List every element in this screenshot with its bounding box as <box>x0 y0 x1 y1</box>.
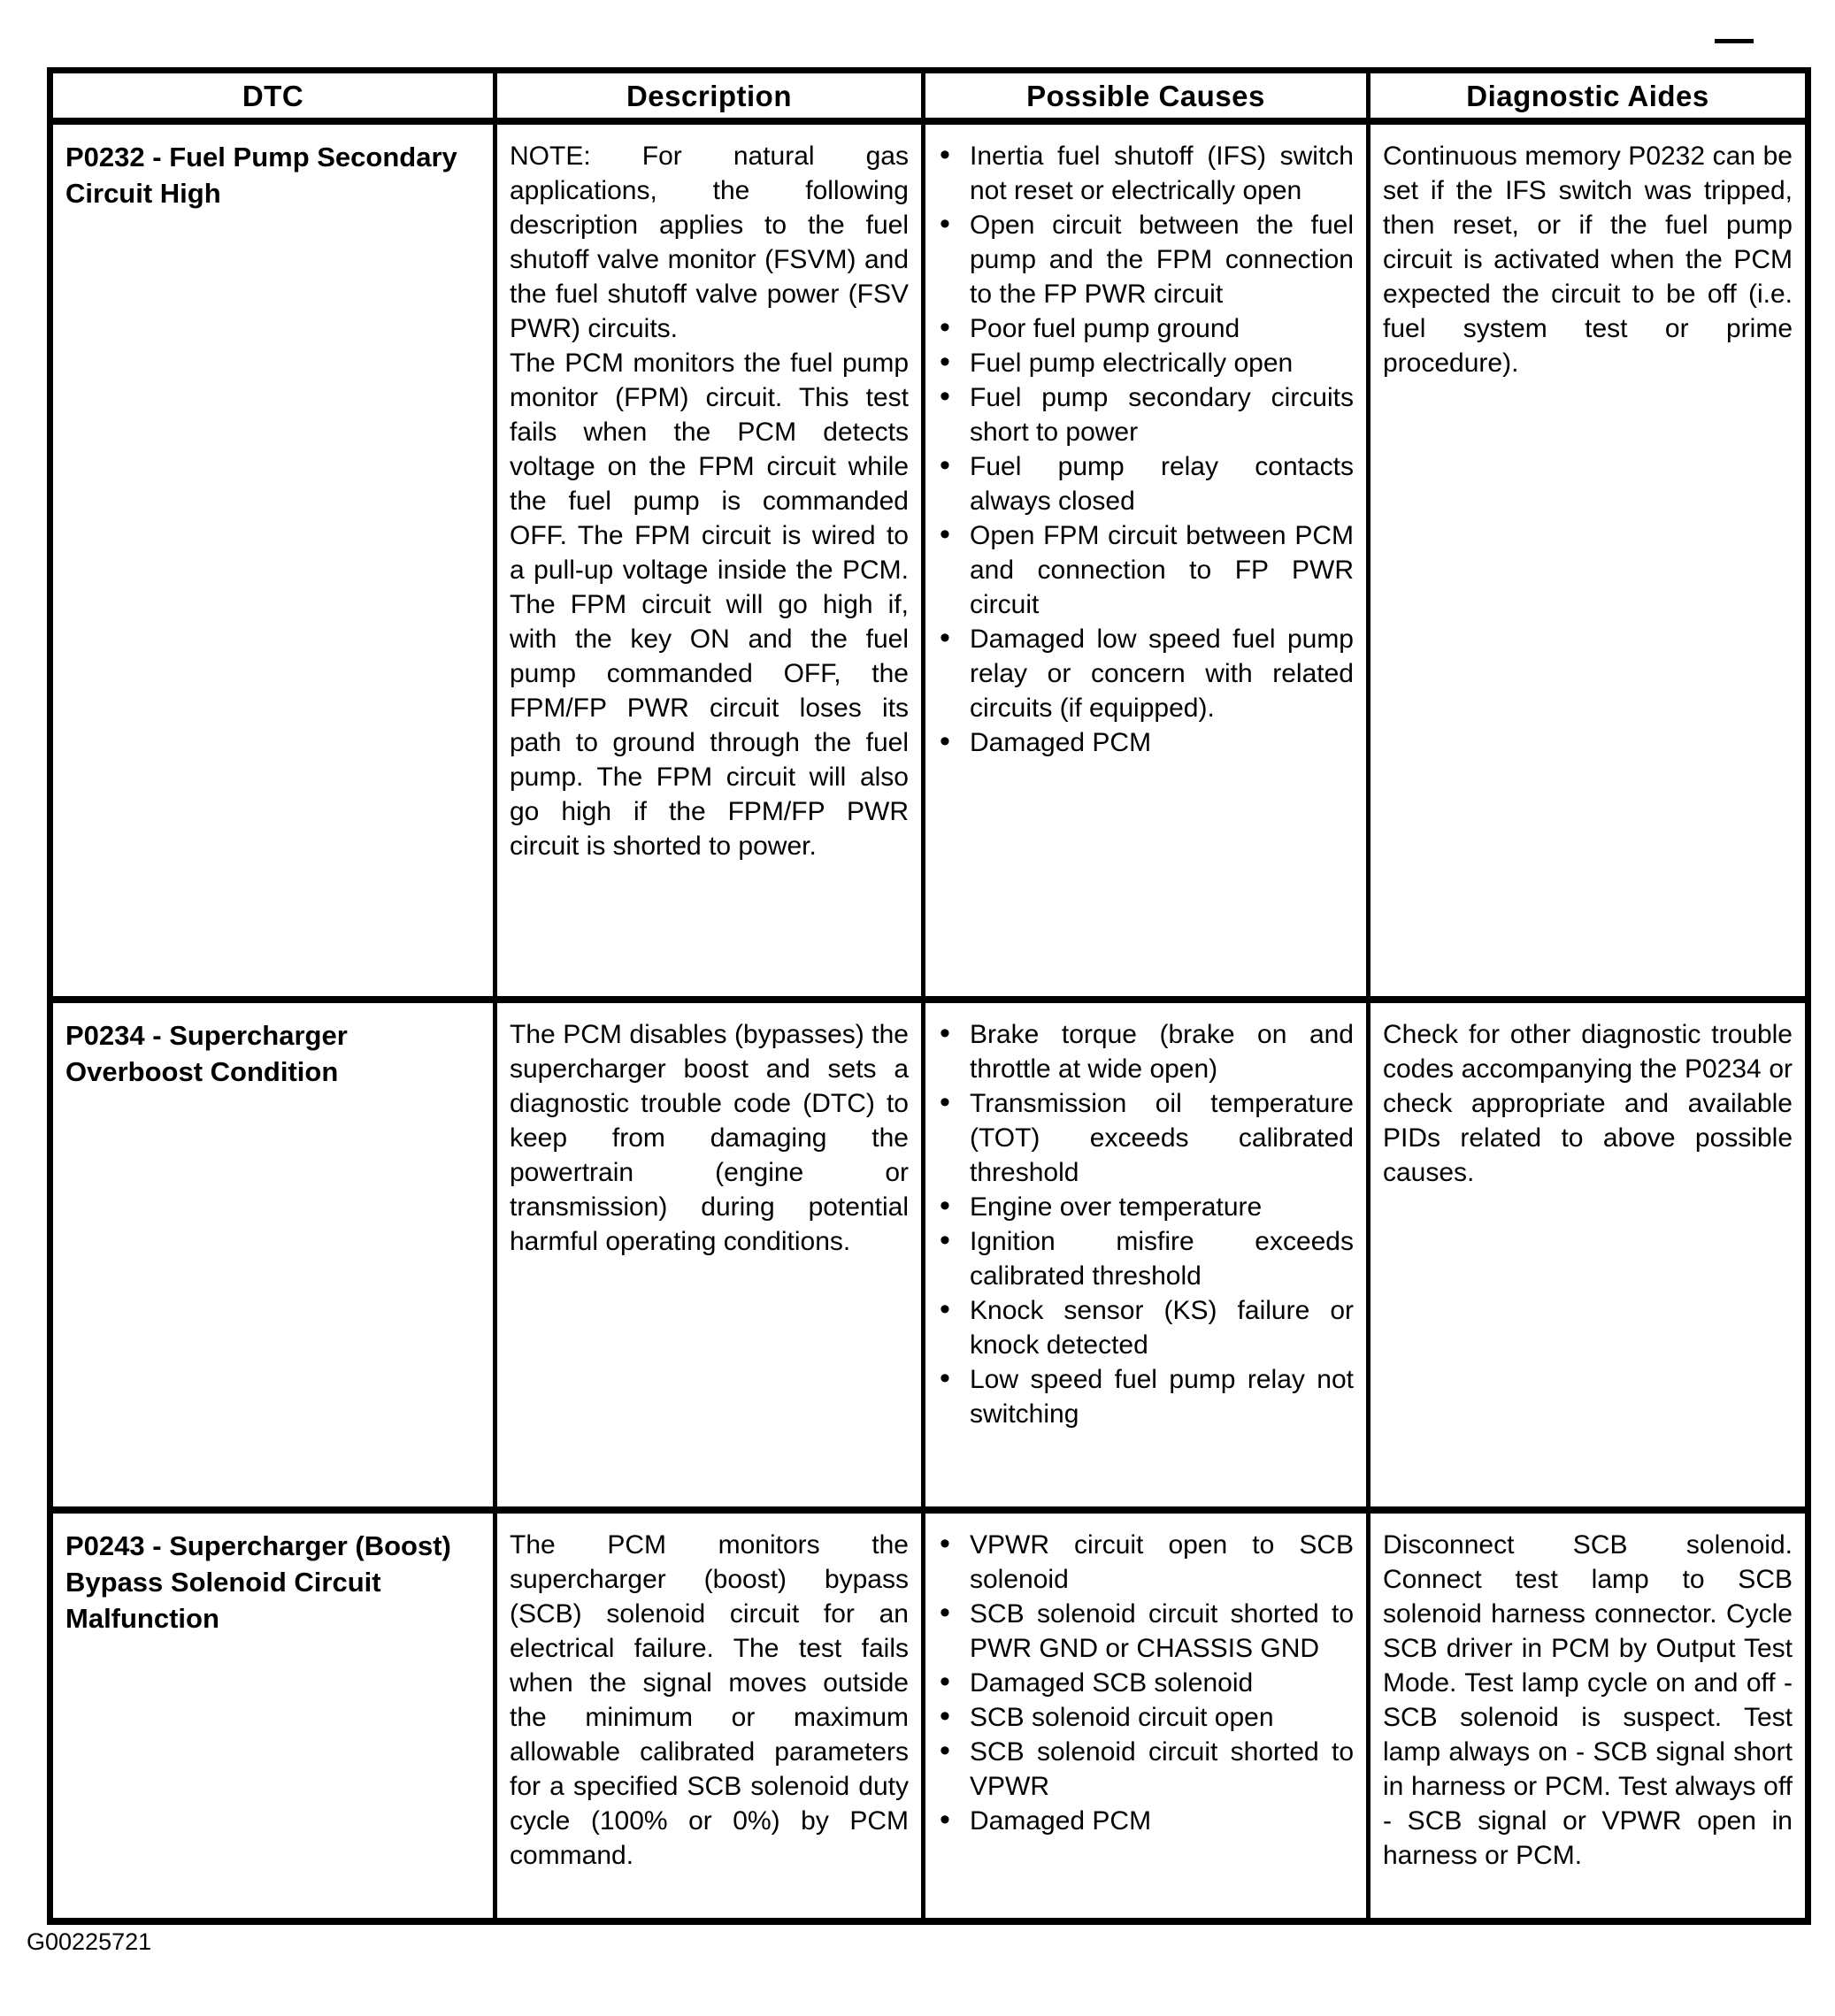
cause-item: • Fuel pump secondary circuits short to power <box>938 380 1354 449</box>
cause-item: • Poor fuel pump ground <box>938 311 1354 346</box>
description-paragraph: NOTE: For natural gas applications, the following description applies to the fuel shutoff valve monitor (FSVM) and the fuel shutoff valve power (FSV PWR) circuits. <box>510 141 909 343</box>
description-cell <box>495 1510 924 1921</box>
column-header-dtc: DTC <box>50 71 495 121</box>
cause-item: • Fuel pump relay contacts always closed <box>938 449 1354 518</box>
dtc-cell <box>50 1510 495 1921</box>
dtc-cell <box>50 121 495 1000</box>
description-paragraph: The PCM disables (bypasses) the supercharger boost and sets a diagnostic trouble code (DTC) to keep from damaging the powertrain (engine or transmission) during potential harmful operating conditions. <box>510 1019 909 1256</box>
cause-item: • Damaged PCM <box>938 725 1354 760</box>
cause-item: • Damaged low speed fuel pump relay or concern with related circuits (if equipped). <box>938 622 1354 725</box>
cause-item: • Fuel pump electrically open <box>938 346 1354 380</box>
cause-item: • Knock sensor (KS) failure or knock detected <box>938 1293 1354 1362</box>
description-cell <box>495 121 924 1000</box>
causes-list <box>938 1528 1354 1838</box>
cause-item: • Inertia fuel shutoff (IFS) switch not reset or electrically open <box>938 139 1354 208</box>
description-cell <box>495 1000 924 1510</box>
possible-causes-cell <box>924 121 1369 1000</box>
column-header-description: Description <box>495 71 924 121</box>
cause-item: • Open circuit between the fuel pump and the FPM connection to the FP PWR circuit <box>938 208 1354 311</box>
diagnostic-aides-cell <box>1369 1000 1808 1510</box>
cause-item: • SCB solenoid circuit shorted to VPWR <box>938 1735 1354 1804</box>
dtc-table <box>47 67 1811 1925</box>
table-row <box>50 1000 1808 1510</box>
description-paragraph: The PCM monitors the fuel pump monitor (FPM) circuit. This test fails when the PCM detects voltage on the FPM circuit while the fuel pump is commanded OFF. The FPM circuit is wired to a pull-up voltage inside the PCM. The FPM circuit will go high if, with the key ON and the fuel pump commanded OFF, the FPM/FP PWR circuit loses its path to ground through the fuel pump. The FPM circuit will also go high if the FPM/FP PWR circuit is shorted to power. <box>510 348 909 861</box>
causes-list <box>938 1017 1354 1431</box>
column-header-possible-causes: Possible Causes <box>924 71 1369 121</box>
dtc-code: P0234 - Supercharger Overboost Condition <box>65 1019 348 1087</box>
possible-causes-cell <box>924 1510 1369 1921</box>
cause-item: • SCB solenoid circuit shorted to PWR GND or CHASSIS GND <box>938 1597 1354 1666</box>
dtc-code: P0232 - Fuel Pump Secondary Circuit High <box>65 141 457 209</box>
cause-item: • Damaged PCM <box>938 1804 1354 1838</box>
dtc-table-body <box>50 121 1808 1921</box>
column-header-diagnostic-aides: Diagnostic Aides <box>1369 71 1808 121</box>
diagnostic-aides-cell <box>1369 121 1808 1000</box>
dtc-cell <box>50 1000 495 1510</box>
cause-item: • Low speed fuel pump relay not switching <box>938 1362 1354 1431</box>
table-row <box>50 121 1808 1000</box>
cause-item: • SCB solenoid circuit open <box>938 1700 1354 1735</box>
scan-artifact <box>1715 39 1754 43</box>
cause-item: • Brake torque (brake on and throttle at wide open) <box>938 1017 1354 1086</box>
figure-code: G00225721 <box>27 1928 152 1955</box>
aide-paragraph: Disconnect SCB solenoid. Connect test lamp to SCB solenoid harness connector. Cycle SCB driver in PCM by Output Test Mode. Test lamp cycle on and off - SCB solenoid is suspect. Test lamp always on - SCB signal short in harness or PCM. Test always off - SCB signal or VPWR open in harness or PCM. <box>1383 1529 1793 1870</box>
cause-item: • Damaged SCB solenoid <box>938 1666 1354 1700</box>
diagnostic-aides-cell <box>1369 1510 1808 1921</box>
cause-item: • Transmission oil temperature (TOT) exceeds calibrated threshold <box>938 1086 1354 1190</box>
cause-item: • VPWR circuit open to SCB solenoid <box>938 1528 1354 1597</box>
description-paragraph: The PCM monitors the supercharger (boost) bypass (SCB) solenoid circuit for an electrical failure. The test fails when the signal moves outside the minimum or maximum allowable calibrated parameters for a specified SCB solenoid duty cycle (100% or 0%) by PCM command. <box>510 1529 909 1870</box>
table-row <box>50 1510 1808 1921</box>
aide-paragraph: Check for other diagnostic trouble codes accompanying the P0234 or check appropriate and available PIDs related to above possible causes. <box>1383 1019 1793 1187</box>
cause-item: • Ignition misfire exceeds calibrated threshold <box>938 1224 1354 1293</box>
possible-causes-cell <box>924 1000 1369 1510</box>
causes-list <box>938 139 1354 760</box>
dtc-code: P0243 - Supercharger (Boost) Bypass Solenoid Circuit Malfunction <box>65 1529 451 1634</box>
aide-paragraph: Continuous memory P0232 can be set if the IFS switch was tripped, then reset, or if the fuel pump circuit is activated when the PCM expected the circuit to be off (i.e. fuel system test or prime procedure). <box>1383 141 1793 378</box>
cause-item: • Open FPM circuit between PCM and connection to FP PWR circuit <box>938 518 1354 622</box>
table-header-row <box>50 71 1808 121</box>
cause-item: • Engine over temperature <box>938 1190 1354 1224</box>
